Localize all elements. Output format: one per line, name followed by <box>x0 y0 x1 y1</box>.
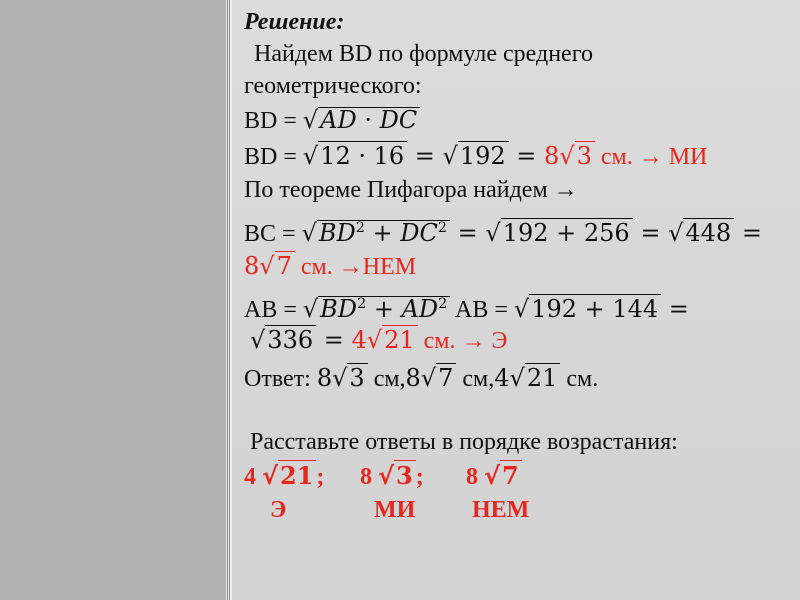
bd-calc-sqrt-2: √192 <box>443 141 509 170</box>
order-word-3: НЕМ <box>472 497 530 523</box>
order-word-1: Э <box>270 497 287 523</box>
ab-calc-lhs: AB = <box>244 297 303 323</box>
bd-calc-result: 8√3 см. → МИ <box>544 142 708 170</box>
ab-result-value: 4√21 см. → Э <box>351 326 508 354</box>
bc-calc-eq-2: = <box>632 219 669 247</box>
bd-calculation <box>244 142 707 171</box>
bd-formula-sqrt: √AD · DC <box>303 108 420 134</box>
ab-calc-mid: AB = <box>450 297 514 323</box>
bc-calc-sqrt-3: √448 <box>668 218 734 247</box>
bc-calc-eq-1: = <box>450 219 486 247</box>
bc-calculation <box>244 214 762 248</box>
ab-calc-eq: = <box>661 295 689 323</box>
answer-line: Ответ: 8√3 см,8√7 см,4√21 см. <box>244 364 599 392</box>
bd-calc-eq-1: = <box>407 142 443 170</box>
solution-heading: Решение: <box>244 9 345 35</box>
bd-calc-sqrt-1: √12 · 16 <box>303 141 407 170</box>
left-panel <box>0 0 226 600</box>
bd-formula-dc: DC <box>379 106 418 134</box>
order-value-1: 4 √21 ; <box>244 461 325 490</box>
bd-formula-dot: · <box>356 106 380 134</box>
ab-result: √336 = 4√21 см. → Э <box>250 326 508 354</box>
bd-formula <box>244 106 420 135</box>
ab-calculation <box>244 290 689 324</box>
task-line: Расставьте ответы в порядке возрастания: <box>250 429 678 455</box>
intro-line-1: Найдем BD по формуле среднего <box>254 41 593 67</box>
bc-calc-eq-3: = <box>734 219 762 247</box>
intro-line-2: геометрического: <box>244 73 422 99</box>
bc-calc-sqrt-1: $√BD^2 + DC^2$ <box>302 221 450 247</box>
order-word-2: МИ <box>374 497 416 523</box>
ab-result-sqrt: √336 <box>250 325 316 354</box>
ab-calc-sqrt-1: $√BD^2 + AD^2$ <box>303 297 450 323</box>
answer-label: Ответ: <box>244 366 317 392</box>
bd-formula-ad: AD <box>320 106 357 134</box>
bc-calc-sqrt-2: √192 + 256 <box>485 218 632 247</box>
ab-calc-sqrt-2: √192 + 144 <box>514 294 661 323</box>
order-value-2: 8 √3 ; <box>360 461 424 490</box>
bd-calc-eq-2: = <box>508 142 544 170</box>
bc-result: 8√7 см. →НЕМ <box>244 252 417 280</box>
bc-calc-lhs: BC = <box>244 221 302 247</box>
bd-formula-lhs: BD = <box>244 108 303 134</box>
order-value-3: 8 √7 <box>466 462 522 491</box>
bd-calc-lhs: BD = <box>244 144 303 170</box>
pythagoras-line: По теореме Пифагора найдем → <box>244 177 578 203</box>
